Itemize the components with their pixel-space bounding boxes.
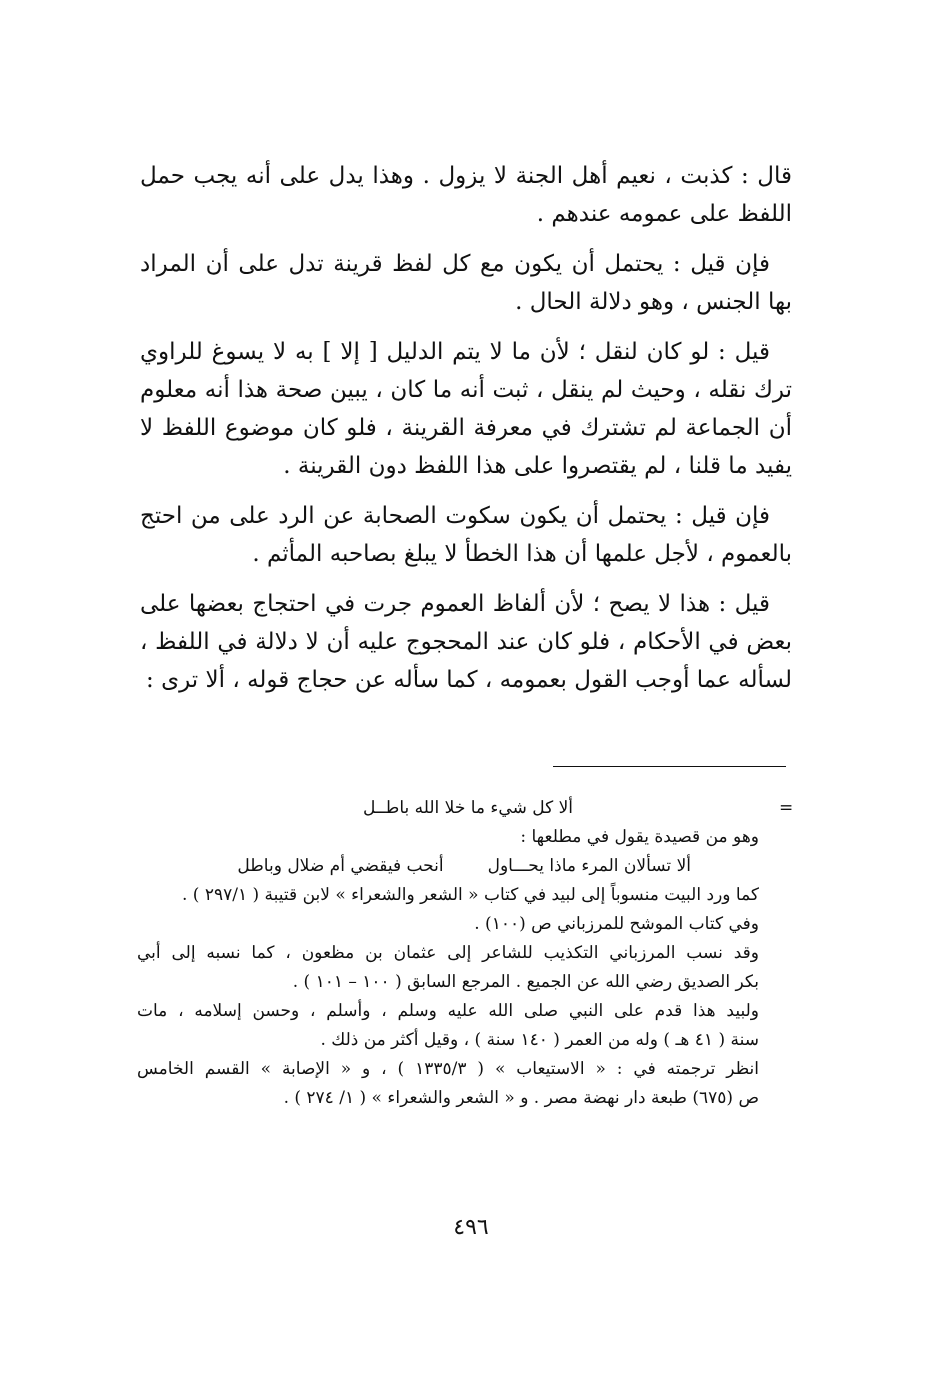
verse-line: ألا كل شيء ما خلا الله باطــل bbox=[362, 798, 574, 818]
footnote-line: انظر ترجمته في : « الاستيعاب » ( ١٣٣٥/٣ ) ، و « الإصابة » القسم الخامس bbox=[137, 1059, 760, 1079]
paragraph: فإن قيل : يحتمل أن يكون سكوت الصحابة عن الرد على من احتج بالعموم ، لأجل علمها أن هذا الخطأ لا يبلغ بصاحبه المأثم . bbox=[140, 503, 792, 567]
paragraph: قيل : لو كان لنقل ؛ لأن ما لا يتم الدليل [ إلا ] به لا يسوغ للراوي ترك نقله ، وحيث لم ينقل ، ثبت أنه ما كان ، يبين صحة هذا أنه معلوم أن الجماعة لم تشترك في معرفة القرينة ، فلو كان موضوع اللفظ لا يفيد ما قلنا ، لم يقتصروا على هذا اللفظ دون القرينة . bbox=[140, 339, 792, 479]
footnote-continuation-marker: = bbox=[779, 798, 794, 818]
paragraph: فإن قيل : يحتمل أن يكون مع كل لفظ قرينة تدل على أن المراد بها الجنس ، وهو دلالة الحال . bbox=[140, 251, 792, 315]
footnote-line: وفي كتاب الموشح للمرزباني ص (١٠٠) . bbox=[474, 914, 759, 934]
verse-first-hemistich: ألا تسألان المرء ماذا يحـــاول bbox=[487, 856, 691, 876]
paragraph: قال : كذبت ، نعيم أهل الجنة لا يزول . وهذا يدل على أنه يجب حمل اللفظ على عمومه عندهم . bbox=[140, 163, 792, 227]
footnote-divider bbox=[553, 766, 786, 767]
verse-second-hemistich: أنحب فيقضي أم ضلال وباطل bbox=[237, 856, 444, 876]
footnote-line: وهو من قصيدة يقول في مطلعها : bbox=[520, 827, 759, 847]
footnote-line: بكر الصديق رضي الله عن الجميع . المرجع السابق ( ١٠٠ – ١٠١ ) . bbox=[292, 972, 759, 992]
verse-couplet bbox=[137, 852, 759, 881]
footnote-line: كما ورد البيت منسوباً إلى لبيد في كتاب « الشعر والشعراء » لابن قتيبة ( ٢٩٧/١ ) . bbox=[181, 885, 759, 905]
page-number: ٤٩٦ bbox=[453, 1215, 489, 1240]
footnote-body bbox=[137, 794, 759, 1113]
main-text-body bbox=[140, 157, 792, 711]
footnote-line: سنة ( ٤١ هـ ) وله من العمر ( ١٤٠ سنة ) ، وقيل أكثر من ذلك . bbox=[320, 1030, 759, 1050]
footnote-section bbox=[137, 794, 797, 1113]
footnote-line: ص (٦٧٥) طبعة دار نهضة مصر . و « الشعر والشعراء » ( ١/ ٢٧٤ ) . bbox=[283, 1088, 759, 1108]
footnote-line: ولبيد هذا قدم على النبي صلى الله عليه وسلم ، وأسلم ، وحسن إسلامه ، مات bbox=[137, 1001, 759, 1021]
footnote-line: وقد نسب المرزباني التكذيب للشاعر إلى عثمان بن مظعون ، كما نسبه إلى أبي bbox=[137, 943, 759, 963]
paragraph: قيل : هذا لا يصح ؛ لأن ألفاظ العموم جرت في احتجاج بعضها على بعض في الأحكام ، فلو كان عند المحجوج عليه أن لا دلالة في اللفظ ، لسأله عما أوجب القول بعمومه ، كما سأله عن حجاج قوله ، ألا ترى : bbox=[140, 591, 792, 693]
